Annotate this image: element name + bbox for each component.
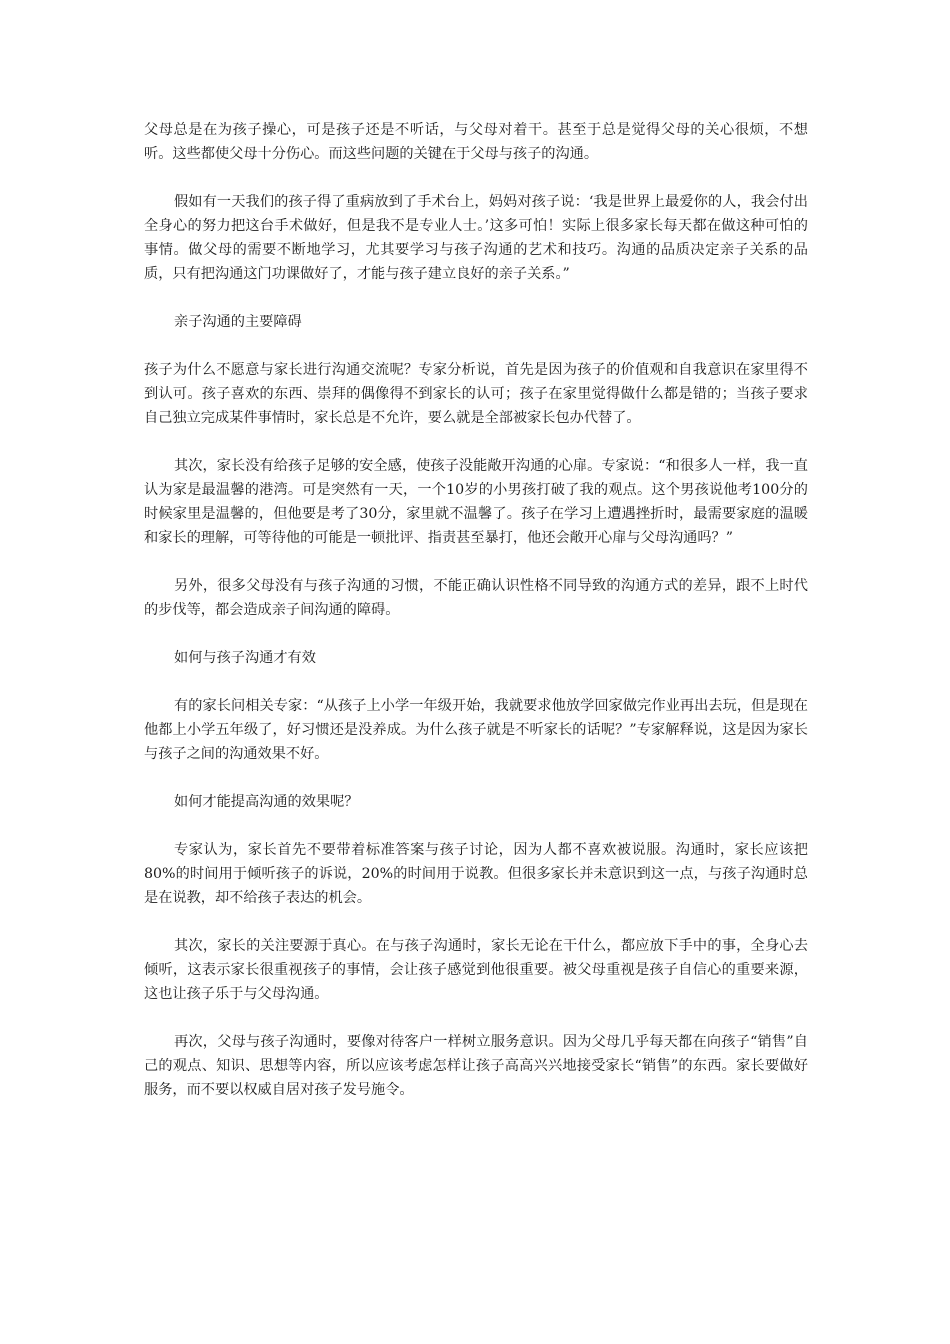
section-heading-effective: 如何与孩子沟通才有效 xyxy=(174,650,316,666)
paragraph-parent-question: 有的家长问相关专家：“从孩子上小学一年级开始，我就要求他放学回家做完作业再出去玩，但是现在他都上小学五年级了，好习惯还是没养成。为什么孩子就是不听家长的话呢？”专家解释说，这是因为家长与孩子之间的沟通效果不好。 xyxy=(144,698,808,762)
paragraph-intro: 父母总是在为孩子操心，可是孩子还是不听话，与父母对着干。甚至于总是觉得父母的关心很烦，不想听。这些都使父母十分伤心。而这些问题的关键在于父母与孩子的沟通。 xyxy=(144,122,808,162)
paragraph-surgery-analogy: 假如有一天我们的孩子得了重病放到了手术台上，妈妈对孩子说：‘我是世界上最爱你的人，我会付出全身心的努力把这台手术做好，但是我不是专业人士。’这多可怕！实际上很多家长每天都在做这种可怕的事情。做父母的需要不断地学习，尤其要学习与孩子沟通的艺术和技巧。沟通的品质决定亲子关系的品质，只有把沟通这门功课做好了，才能与孩子建立良好的亲子关系。” xyxy=(144,194,808,282)
document-page xyxy=(144,118,808,1126)
section-heading-improve: 如何才能提高沟通的效果呢？ xyxy=(174,794,359,810)
paragraph-habits: 另外，很多父母没有与孩子沟通的习惯，不能正确认识性格不同导致的沟通方式的差异，跟不上时代的步伐等，都会造成亲子间沟通的障碍。 xyxy=(144,578,808,618)
paragraph-sincerity: 其次，家长的关注要源于真心。在与孩子沟通时，家长无论在干什么，都应放下手中的事，全身心去倾听，这表示家长很重视孩子的事情，会让孩子感觉到他很重要。被父母重视是孩子自信心的重要来源，这也让孩子乐于与父母沟通。 xyxy=(144,938,808,1002)
section-heading-obstacles: 亲子沟通的主要障碍 xyxy=(174,314,302,330)
paragraph-service: 再次，父母与孩子沟通时，要像对待客户一样树立服务意识。因为父母几乎每天都在向孩子“销售”自己的观点、知识、思想等内容，所以应该考虑怎样让孩子高高兴兴地接受家长“销售”的东西。家长要做好服务，而不要以权威自居对孩子发号施令。 xyxy=(144,1034,808,1098)
paragraph-security: 其次，家长没有给孩子足够的安全感，使孩子没能敞开沟通的心扉。专家说：“和很多人一样，我一直认为家是最温馨的港湾。可是突然有一天，一个10岁的小男孩打破了我的观点。这个男孩说他考100分的时候家里是温馨的，但他要是考了30分，家里就不温馨了。孩子在学习上遭遇挫折时，最需要家庭的温暖和家长的理解，可等待他的可能是一顿批评、指责甚至暴打，他还会敞开心扉与父母沟通吗？” xyxy=(144,458,808,546)
paragraph-values-recognition: 孩子为什么不愿意与家长进行沟通交流呢？专家分析说，首先是因为孩子的价值观和自我意识在家里得不到认可。孩子喜欢的东西、崇拜的偶像得不到家长的认可；孩子在家里觉得做什么都是错的；当孩子要求自己独立完成某件事情时，家长总是不允许，要么就是全部被家长包办代替了。 xyxy=(144,362,808,426)
paragraph-listening: 专家认为，家长首先不要带着标准答案与孩子讨论，因为人都不喜欢被说服。沟通时，家长应该把80%的时间用于倾听孩子的诉说，20%的时间用于说教。但很多家长并未意识到这一点，与孩子沟通时总是在说教，却不给孩子表达的机会。 xyxy=(144,842,808,906)
